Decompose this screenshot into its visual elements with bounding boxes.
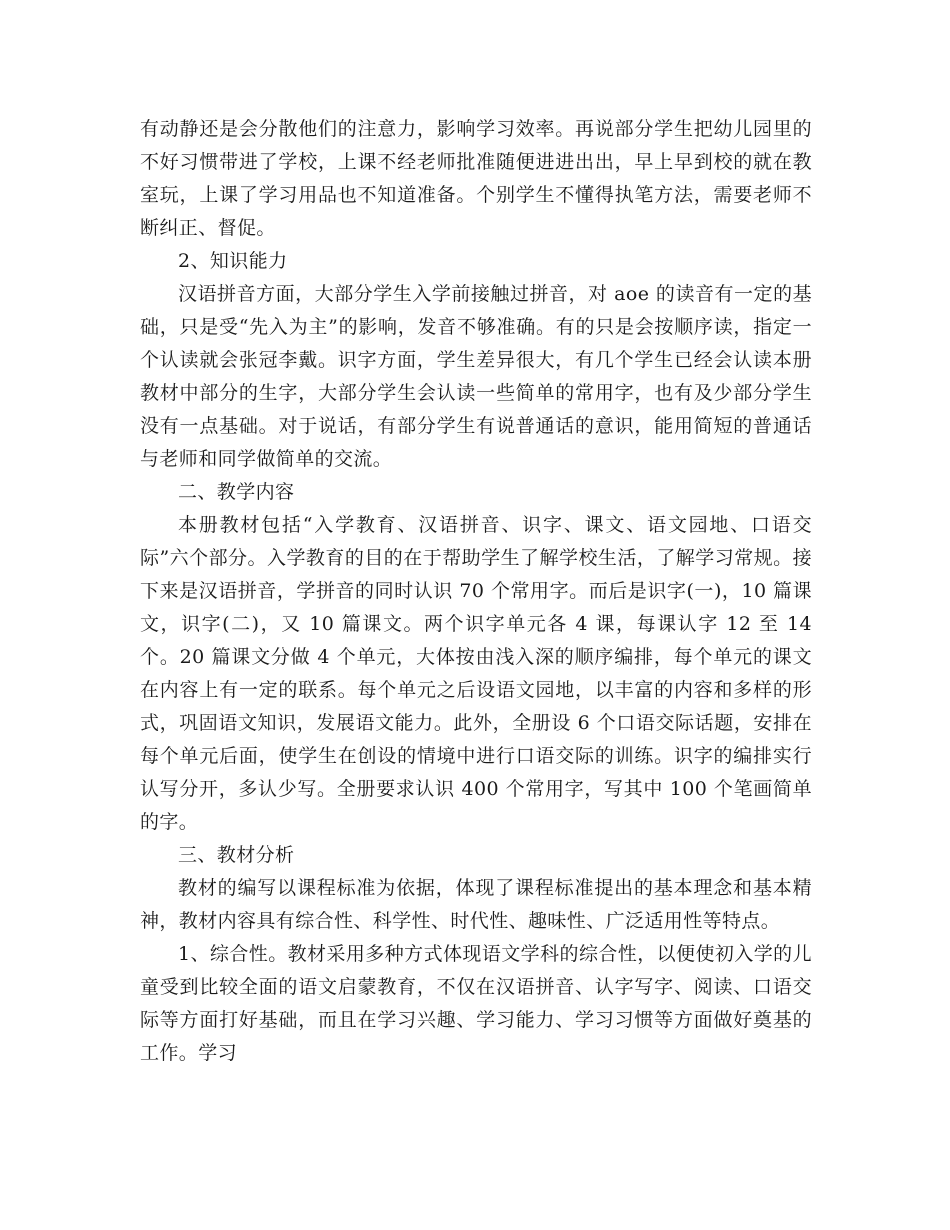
paragraph-textbook-contents: 本册教材包括“入学教育、汉语拼音、识字、课文、语文园地、口语交际”六个部分。入学教育的目的在于帮助学生了解学校生活，了解学习常规。接下来是汉语拼音，学拼音的同时认识 70 个常用字。而后是识字(一)，10 篇课文，识字(二)，又 10 篇课文。两个识字单元各 4 课，每课认字 12 至 14 个。20 篇课文分做 4 个单元，大体按由浅入深的顺序编排，每个单元的课文在内容上有一定的联系。每个单元之后设语文园地，以丰富的内容和多样的形式，巩固语文知识，发展语文能力。此外，全册设 6 个口语交际话题，安排在每个单元后面，使学生在创设的情境中进行口语交际的训练。识字的编排实行认写分开，多认少写。全册要求认识 400 个常用字，写其中 100 个笔画简单的字。 <box>140 514 812 833</box>
paragraph-comprehensiveness: 1、综合性。教材采用多种方式体现语文学科的综合性，以便使初入学的儿童受到比较全面的语文启蒙教育，不仅在汉语拼音、认字写字、阅读、口语交际等方面打好基础，而且在学习兴趣、学习能力、学习习惯等方面做好奠基的工作。学习 <box>140 943 812 1064</box>
document-body <box>140 113 812 1070</box>
section-heading-knowledge-ability: 2、知识能力 <box>178 250 288 272</box>
paragraph-continued: 有动静还是会分散他们的注意力，影响学习效率。再说部分学生把幼儿园里的不好习惯带进了学校，上课不经老师批准随便进进出出，早上早到校的就在教室玩，上课了学习用品也不知道准备。个别学生不懂得执笔方法，需要老师不断纠正、督促。 <box>140 118 812 239</box>
section-heading-textbook-analysis: 三、教材分析 <box>178 844 295 866</box>
section-heading-teaching-content: 二、教学内容 <box>178 481 295 503</box>
paragraph-textbook-features: 教材的编写以课程标准为依据，体现了课程标准提出的基本理念和基本精神，教材内容具有综合性、科学性、时代性、趣味性、广泛适用性等特点。 <box>140 877 812 932</box>
paragraph-pinyin-literacy: 汉语拼音方面，大部分学生入学前接触过拼音，对 aoe 的读音有一定的基础，只是受“先入为主”的影响，发音不够准确。有的只是会按顺序读，指定一个认读就会张冠李戴。识字方面，学生差异很大，有几个学生已经会认读本册教材中部分的生字，大部分学生会认读一些简单的常用字，也有及少部分学生没有一点基础。对于说话，有部分学生有说普通话的意识，能用简短的普通话与老师和同学做简单的交流。 <box>140 283 812 470</box>
